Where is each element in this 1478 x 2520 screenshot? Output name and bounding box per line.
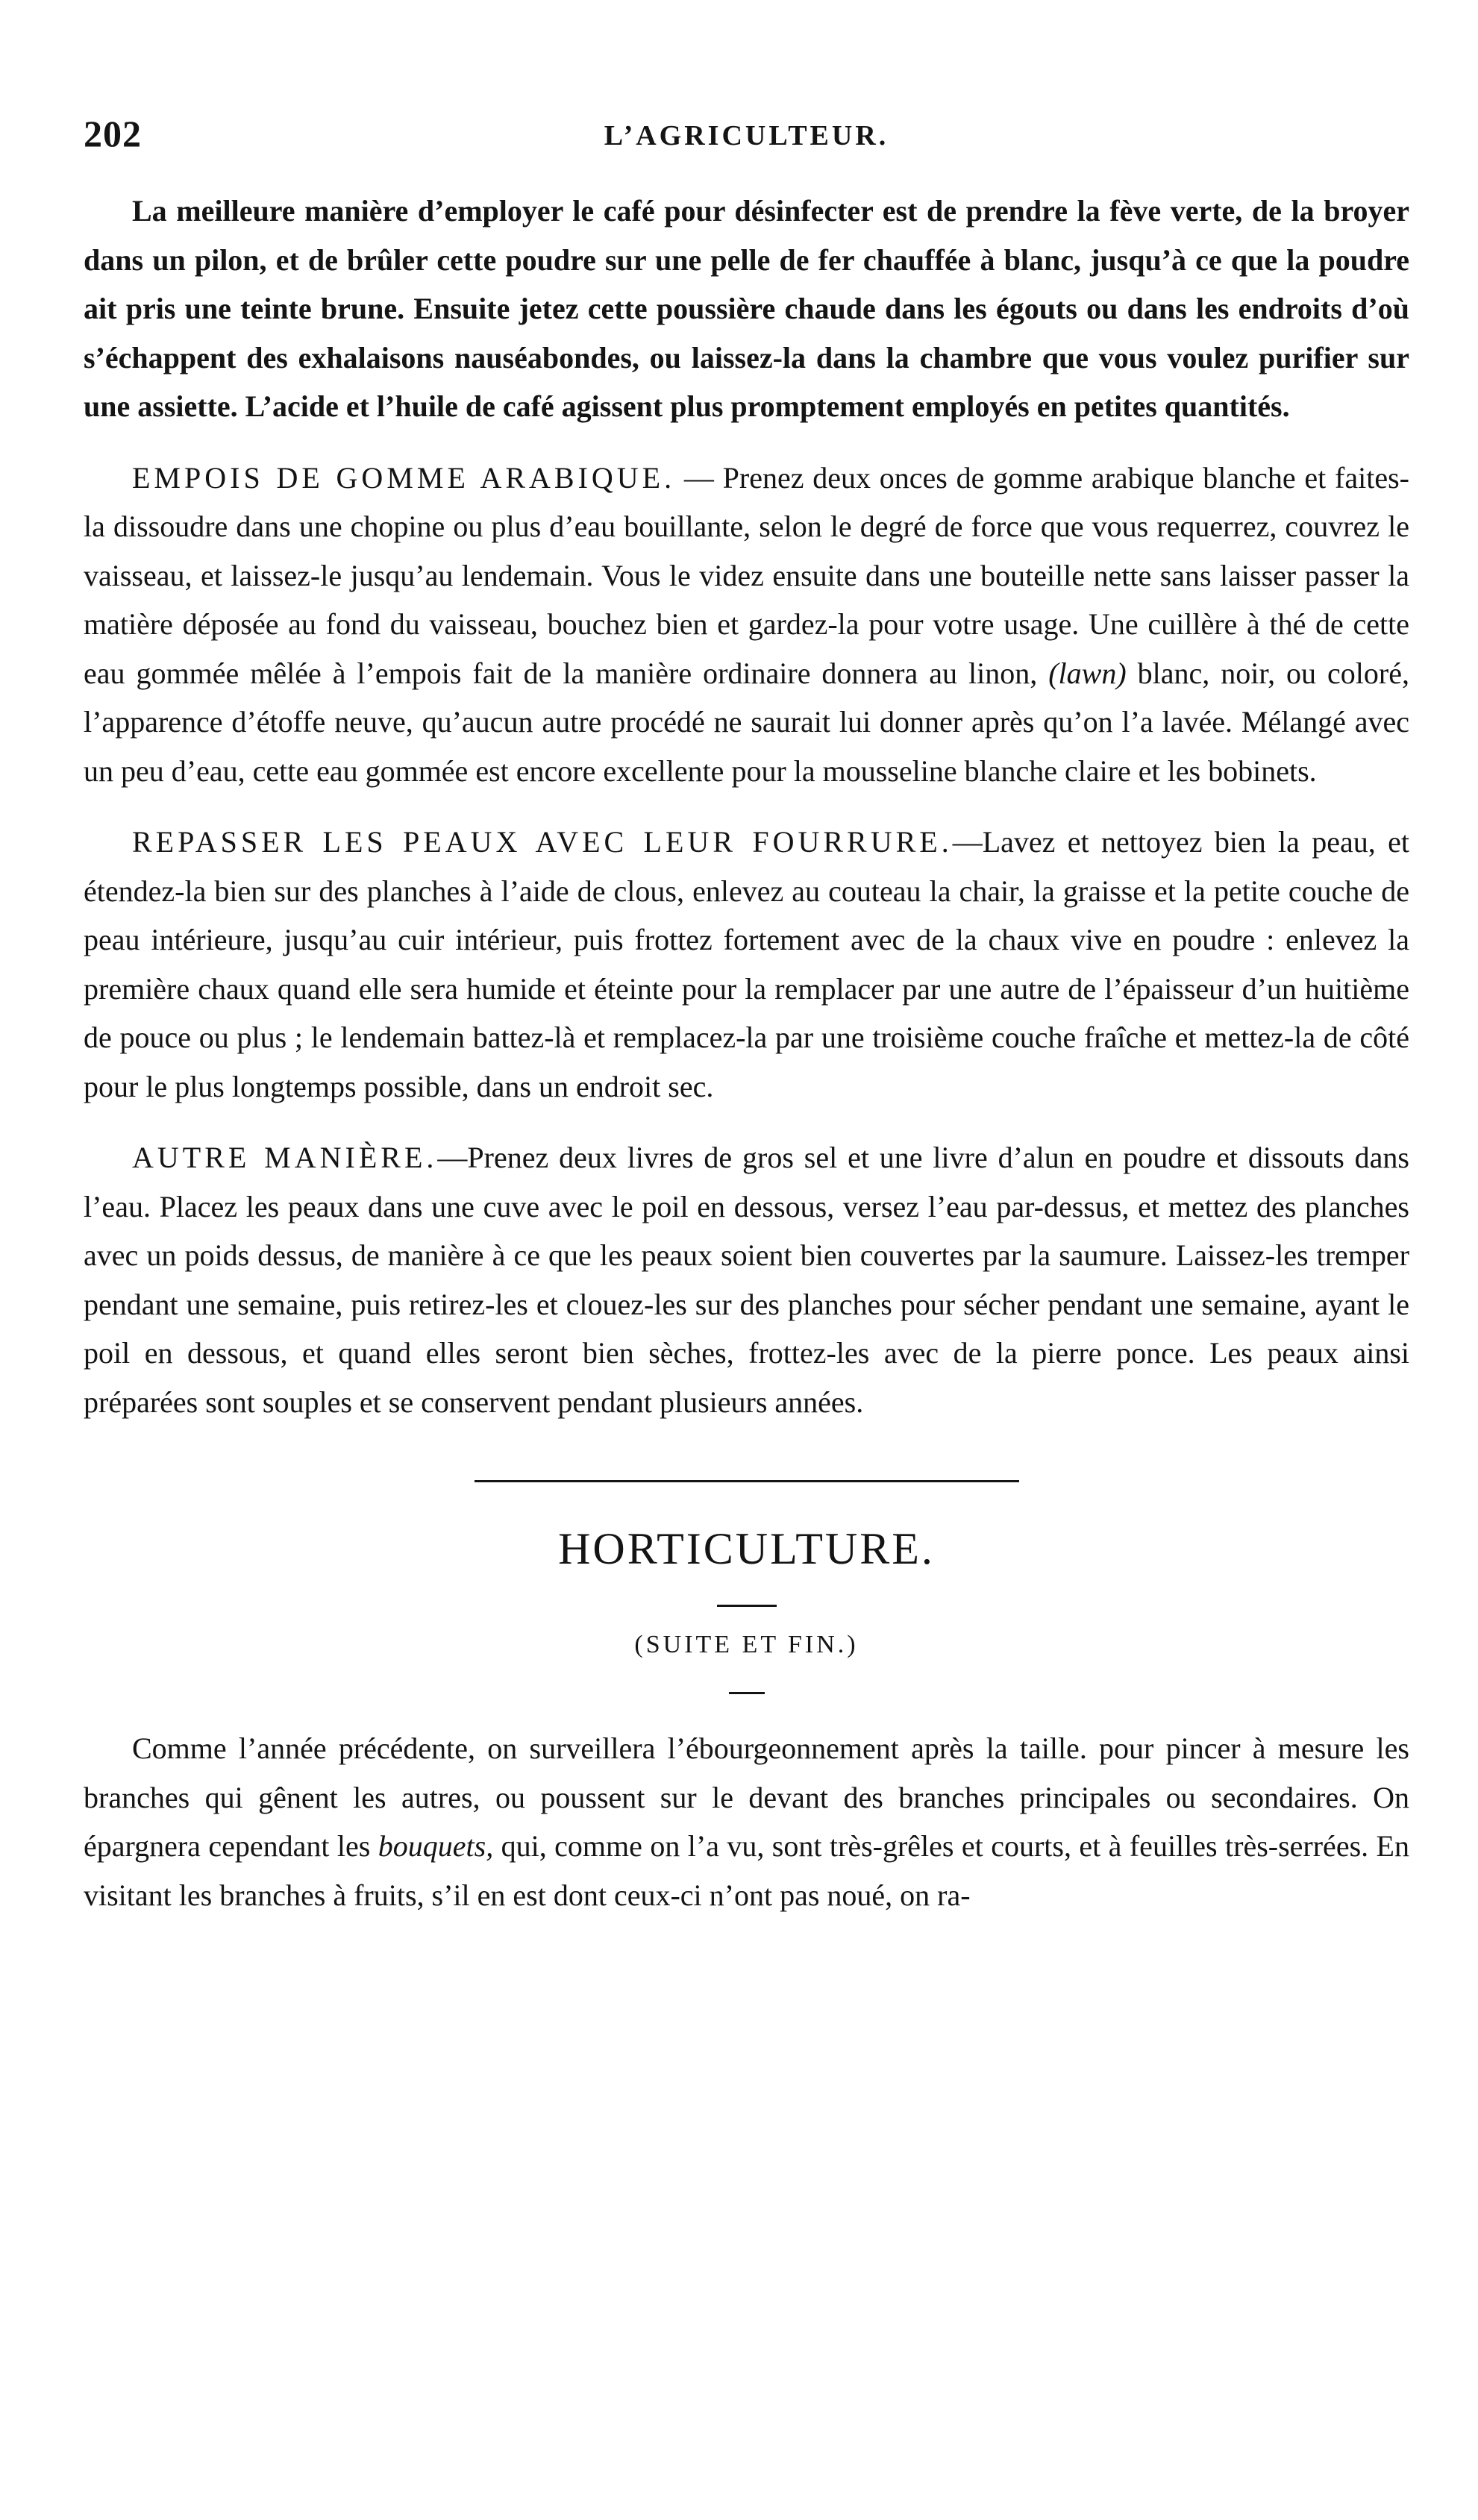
- gum-arabic-text-2: blanc, noir, ou coloré, l’apparence d’étoffe neuve, qu’aucun autre procédé ne saurait lui donner après qu’on l’a lavée. Mélangé avec un peu d’eau, cette eau gommée est encore excellente pour la mousseline blanche claire et les bobinets.: [84, 656, 1409, 788]
- horticulture-text-1: Comme l’année précédente, on surveillera l’ébourgeonnement après la taille. pour pincer à mesure les branches qui gênent les autres, ou poussent sur le devant des branches principales ou secondaires. On épargnera cependant les: [84, 1731, 1409, 1863]
- skins-heading: REPASSER LES PEAUX AVEC LEUR FOURRURE.: [132, 825, 953, 859]
- paragraph-coffee: [84, 187, 1409, 431]
- section-divider: [475, 1480, 1019, 1482]
- paragraph-other-method: [84, 1133, 1409, 1426]
- running-title: L’AGRICULTEUR.: [604, 120, 889, 151]
- other-method-heading: AUTRE MANIÈRE.: [132, 1141, 438, 1174]
- title-rule: [717, 1605, 777, 1607]
- gum-arabic-heading: EMPOIS DE GOMME ARABIQUE.: [132, 460, 676, 495]
- gum-arabic-text-1: — Prenez deux onces de gomme arabique blanche et faites-la dissoudre dans une chopine ou plus d’eau bouillante, selon le degré de force que vous requerrez, couvrez le vaisseau, et laissez-le jusqu’au lendemain. Vous le videz ensuite dans une bouteille nette sans laisser passer la matière déposée au fond du vaisseau, bouchez bien et gardez-la pour votre usage. Une cuillère à thé de cette eau gommée mêlée à l’empois fait de la manière ordinaire donnera au linon,: [84, 460, 1409, 690]
- gum-arabic-italic: (lawn): [1048, 656, 1127, 690]
- page-number: 202: [84, 113, 142, 154]
- section-subtitle: (SUITE ET FIN.): [634, 1631, 859, 1658]
- body-text: [84, 187, 1409, 1919]
- page-header: [84, 112, 1409, 172]
- subtitle-rule: [729, 1692, 765, 1694]
- paragraph-gum-arabic: [84, 454, 1409, 796]
- paragraph-coffee-text: La meilleure manière d’employer le café pour désinfecter est de prendre la fève verte, de la broyer dans un pilon, et de brûler cette poudre sur une pelle de fer chauffée à blanc, jusqu’à ce que la poudre ait pris une teinte brune. Ensuite jetez cette poussière chaude dans les égouts ou dans les endroits d’où s’échappent des exhalaisons nauséabondes, ou laissez-la dans la chambre que vous voulez purifier sur une assiette. L’acide et l’huile de café agissent plus promptement employés en petites quantités.: [84, 194, 1409, 423]
- book-page: [84, 0, 1409, 2520]
- skins-text: —Lavez et nettoyez bien la peau, et étendez-la bien sur des planches à l’aide de clous, enlevez au couteau la chair, la graisse et la petite couche de peau intérieure, jusqu’au cuir intérieur, puis frottez fortement avec de la chaux vive en poudre : enlevez la première chaux quand elle sera humide et éteinte pour la remplacer par une autre de l’épaisseur d’un huitième de pouce ou plus ; le lendemain battez-là et remplacez-la par une troisième couche fraîche et mettez-la de côté pour le plus longtemps possible, dans un endroit sec.: [84, 825, 1409, 1103]
- other-method-text: —Prenez deux livres de gros sel et une livre d’alun en poudre et dissouts dans l’eau. Placez les peaux dans une cuve avec le poil en dessous, versez l’eau par-dessus, et mettez des planches avec un poids dessus, de manière à ce que les peaux soient bien couvertes par la saumure. Laissez-les tremper pendant une semaine, puis retirez-les et clouez-les sur des planches pour sécher pendant une semaine, ayant le poil en dessous, et quand elles seront bien sèches, frottez-les avec de la pierre ponce. Les peaux ainsi préparées sont souples et se conservent pendant plusieurs années.: [84, 1141, 1409, 1419]
- horticulture-italic: bouquets,: [378, 1829, 494, 1863]
- horticulture-text-2: qui, comme on l’a vu, sont très-grêles et courts, et à feuilles très-serrées. En visitant les branches à fruits, s’il en est dont ceux-ci n’ont pas noué, on ra-: [84, 1829, 1409, 1912]
- paragraph-horticulture: [84, 1724, 1409, 1919]
- paragraph-skins: [84, 818, 1409, 1111]
- section-title: HORTICULTURE.: [558, 1524, 935, 1573]
